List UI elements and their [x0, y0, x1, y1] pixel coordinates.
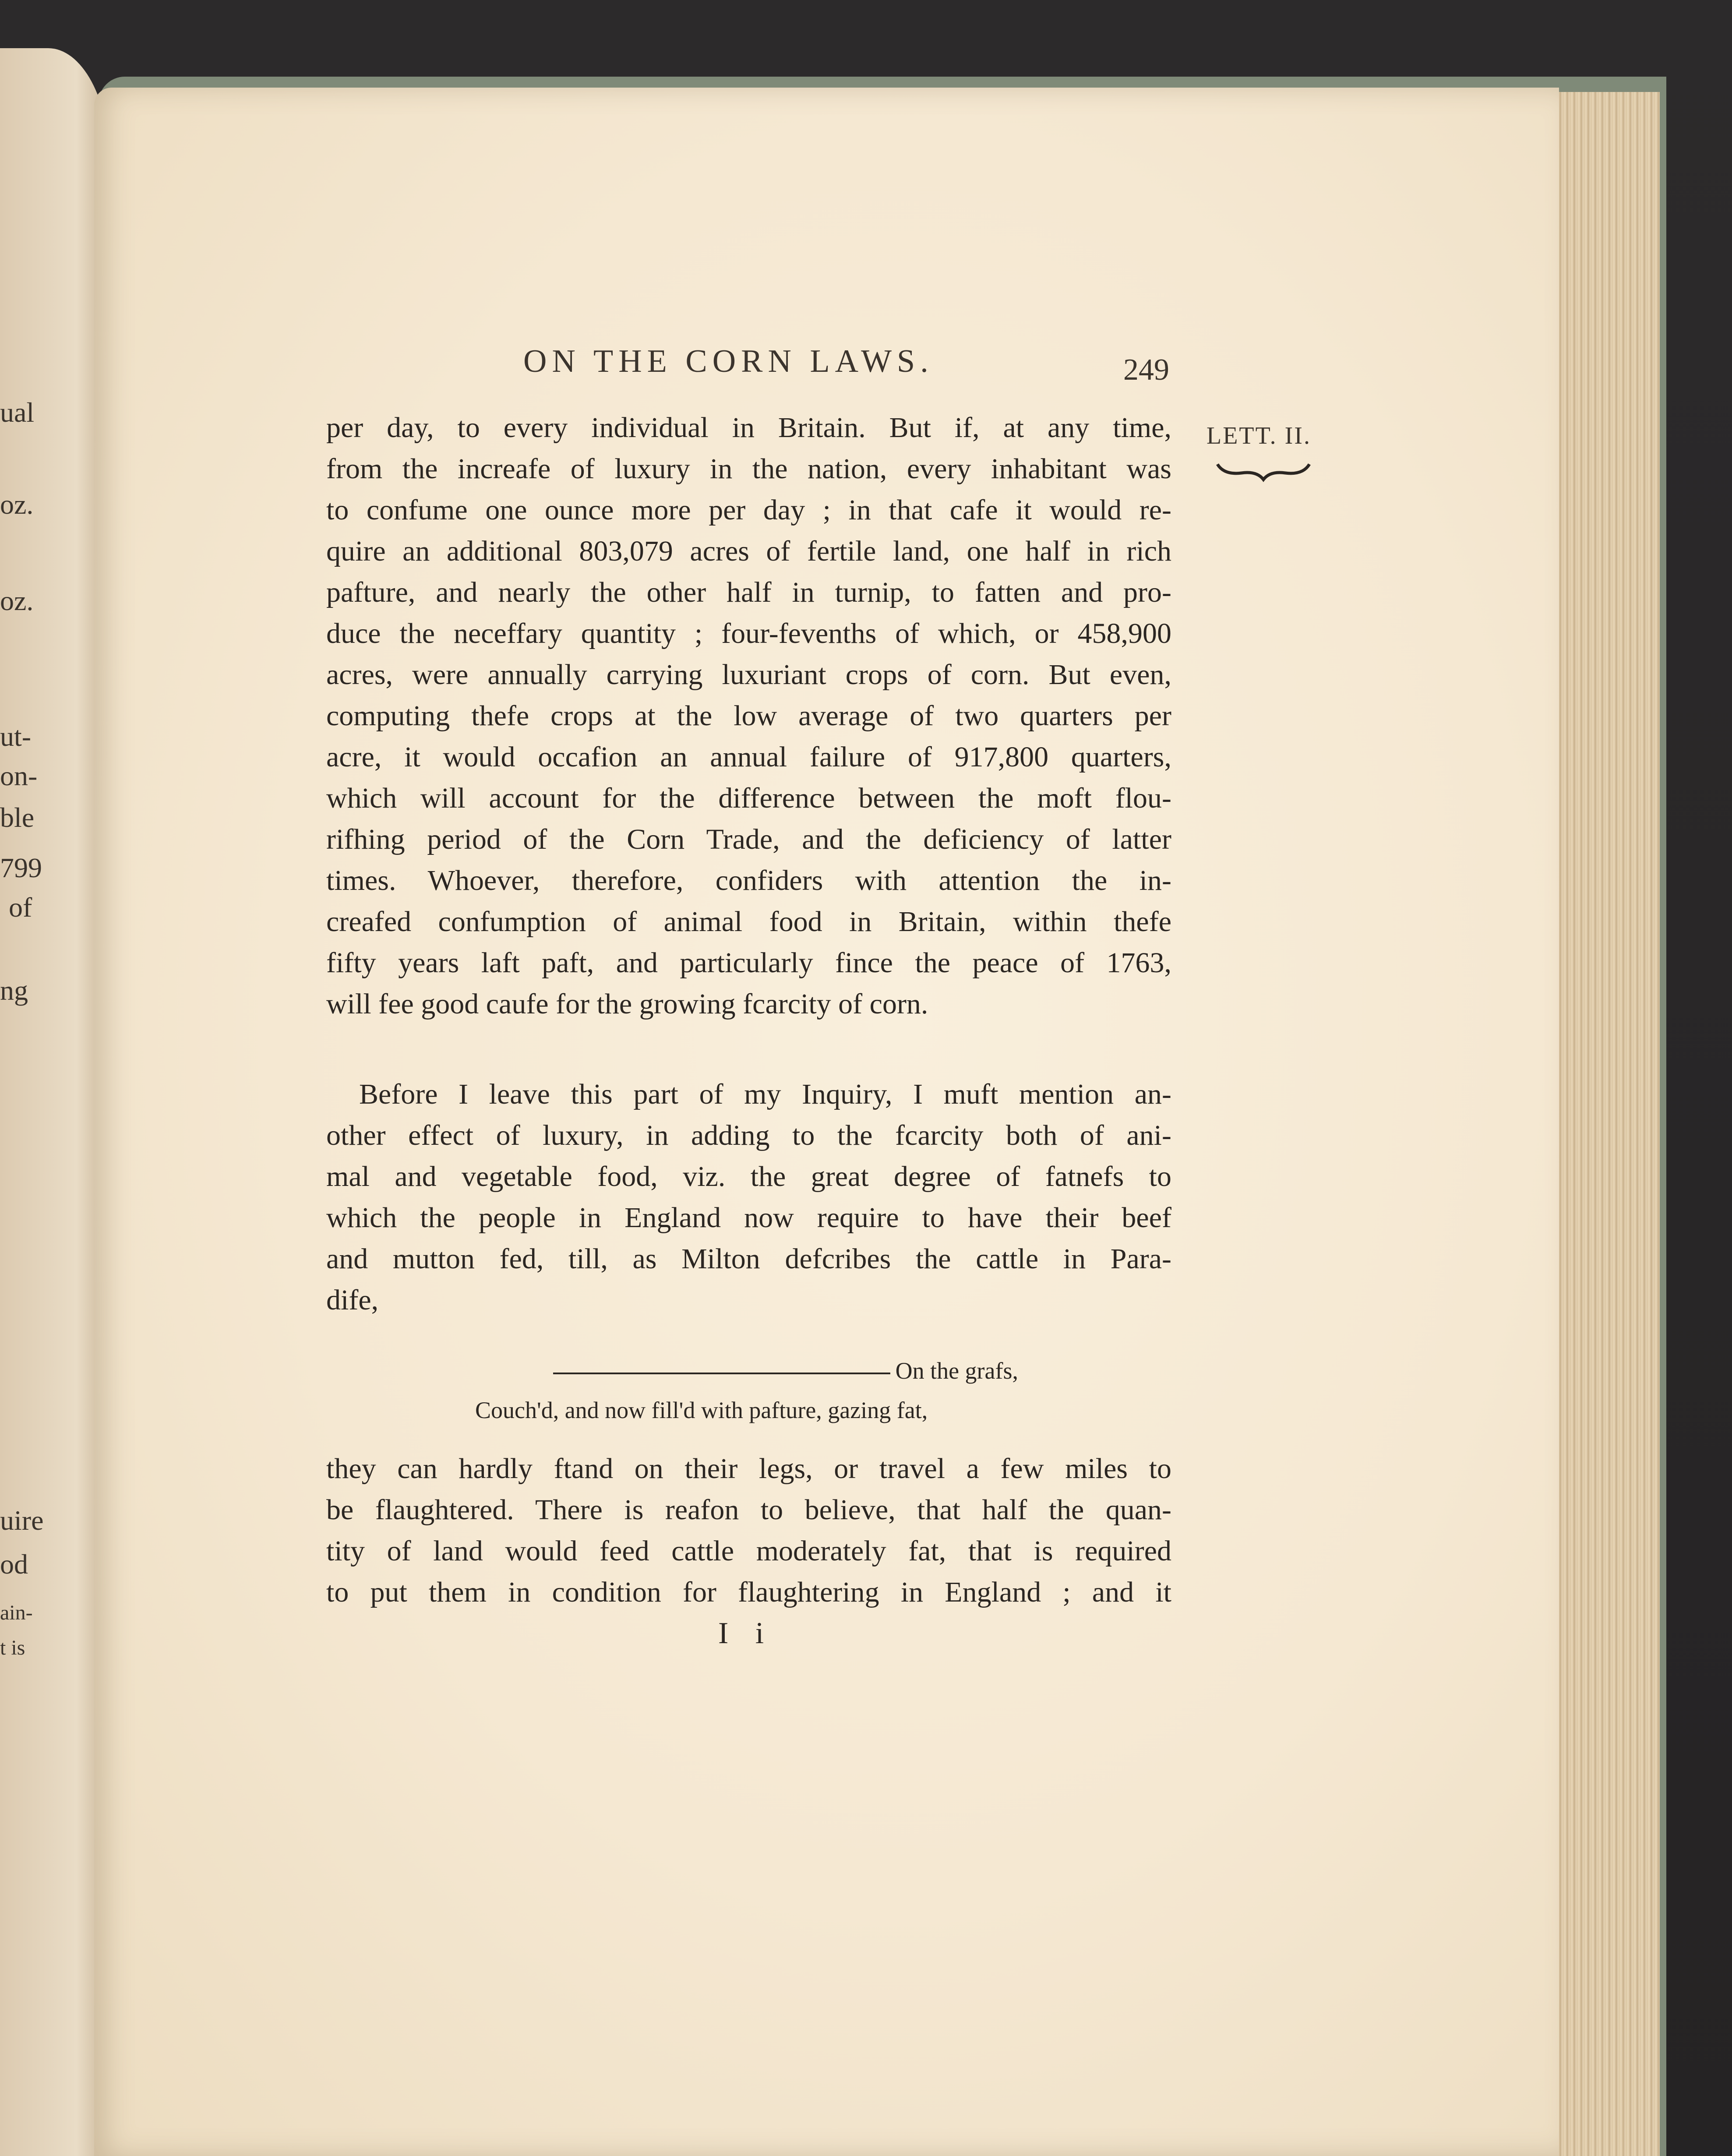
- paragraph-2: [326, 1074, 1171, 1321]
- left-page-fragment: t is: [0, 1636, 25, 1659]
- text-line: acre, it would occafion an annual failure of 917,800 quarters,: [326, 741, 1171, 773]
- signature-mark: I i: [718, 1616, 774, 1650]
- margin-note: LETT. II.: [1206, 422, 1311, 449]
- left-page-fragment: ng: [0, 975, 28, 1006]
- text-line: quire an additional 803,079 acres of fertile land, one half in rich: [326, 535, 1171, 567]
- text-line: Before I leave this part of my Inquiry, I muft mention an-: [359, 1078, 1171, 1110]
- text-line: rifhing period of the Corn Trade, and the deficiency of latter: [326, 823, 1171, 855]
- left-page-fragment: 799: [0, 852, 42, 883]
- text-line: computing thefe crops at the low average of two quarters per: [326, 700, 1171, 732]
- text-line: they can hardly ftand on their legs, or travel a few miles to: [326, 1453, 1171, 1485]
- text-line: times. Whoever, therefore, confiders with attention the in-: [326, 865, 1171, 896]
- left-page-fragment: ble: [0, 802, 35, 833]
- text-line: fifty years laft paft, and particularly fince the peace of 1763,: [326, 947, 1171, 979]
- left-page-fragment: ut-: [0, 721, 32, 752]
- left-page-fragment: ual: [0, 397, 35, 428]
- text-line: which the people in England now require to have their beef: [326, 1202, 1171, 1234]
- quote-text: On the grafs,: [895, 1358, 1018, 1384]
- text-line: duce the neceffary quantity ; four-fevenths of which, or 458,900: [326, 618, 1171, 649]
- text-line: and mutton fed, till, as Milton defcribes the cattle in Para-: [326, 1243, 1171, 1275]
- left-page-fragment: uire: [0, 1505, 44, 1536]
- text-line: other effect of luxury, in adding to the fcarcity both of ani-: [326, 1119, 1171, 1151]
- text-line: be flaughtered. There is reafon to believe, that half the quan-: [326, 1494, 1171, 1526]
- left-page-fragment: od: [0, 1549, 28, 1580]
- text-line: tity of land would feed cattle moderately fat, that is required: [326, 1535, 1171, 1567]
- text-line: creafed confumption of animal food in Britain, within thefe: [326, 906, 1171, 938]
- running-title: ON THE CORN LAWS.: [523, 343, 934, 379]
- text-line: dife,: [326, 1284, 379, 1316]
- quote-line-1: [475, 1351, 1018, 1390]
- left-page-fragment: on-: [0, 760, 38, 791]
- text-line: from the increafe of luxury in the nation, every inhabitant was: [326, 453, 1171, 485]
- milton-quote: [475, 1351, 1018, 1430]
- paragraph-3: [326, 1448, 1171, 1613]
- left-page-fragment: oz.: [0, 489, 34, 520]
- text-line: mal and vegetable food, viz. the great degree of fatnefs to: [326, 1161, 1171, 1193]
- text-line: to put them in condition for flaughtering in England ; and it: [326, 1576, 1171, 1608]
- text-line: per day, to every individual in Britain. But if, at any time,: [326, 412, 1171, 444]
- previous-page-edge: [0, 48, 109, 2156]
- left-page-fragment: ain-: [0, 1601, 33, 1624]
- text-line: which will account for the difference between the moft flou-: [326, 782, 1171, 814]
- page-stack-edge: [1542, 92, 1660, 2156]
- text-line: will fee good caufe for the growing fcarcity of corn.: [326, 988, 928, 1020]
- left-page-fragment: of: [9, 892, 32, 923]
- curly-brace-ornament: [1215, 458, 1312, 484]
- text-line: acres, were annually carrying luxuriant crops of corn. But even,: [326, 659, 1171, 691]
- text-line: pafture, and nearly the other half in turnip, to fatten and pro-: [326, 576, 1171, 608]
- quote-line-2: Couch'd, and now fill'd with pafture, gazing fat,: [475, 1397, 928, 1423]
- quote-dash-rule: [553, 1373, 890, 1374]
- text-line: to confume one ounce more per day ; in that cafe it would re-: [326, 494, 1171, 526]
- page-number: 249: [1123, 353, 1169, 387]
- left-page-fragment: oz.: [0, 585, 34, 616]
- paragraph-1: [326, 407, 1171, 1025]
